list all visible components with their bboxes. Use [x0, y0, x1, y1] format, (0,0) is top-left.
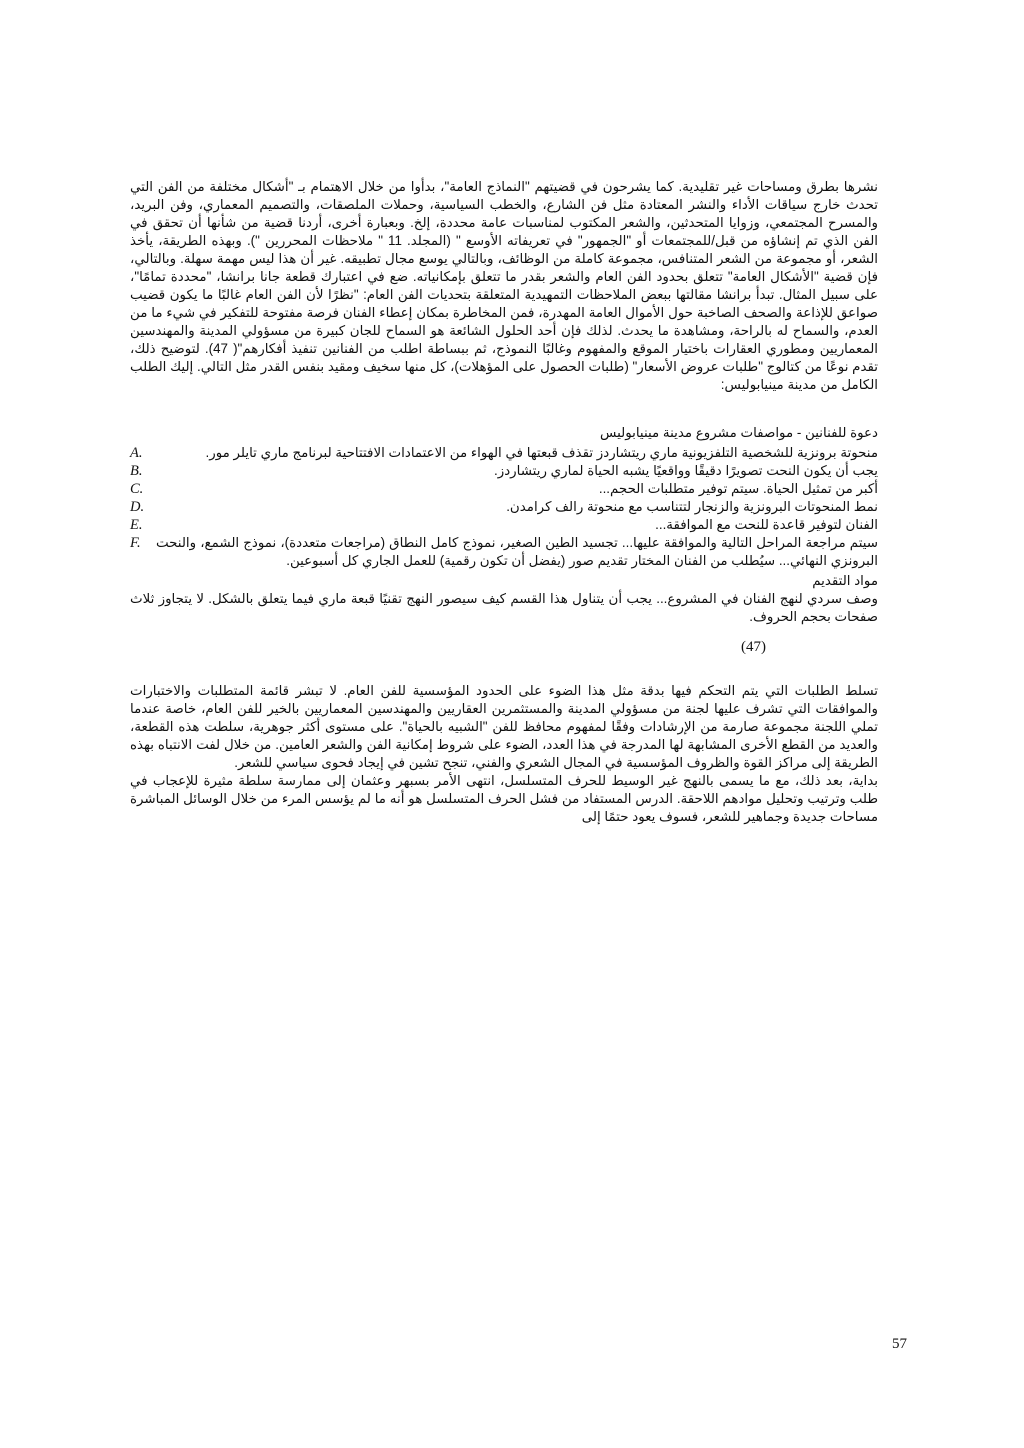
- clause-text: نمط المنحوتات البرونزية والزنجار لتتناسب مع منحوتة رالف كرامدن.: [506, 499, 878, 514]
- clause-item-d: [130, 498, 878, 516]
- submission-materials-text: وصف سردي لنهج الفنان في المشروع... يجب أن يتناول هذا القسم كيف سيصور النهج تقنيًا قبعة ماري فيما يتعلق بالشكل. لا يتجاوز ثلاث صفحات بحجم الحروف.: [130, 591, 878, 624]
- body-paragraph: تسلط الطلبات التي يتم التحكم فيها بدقة مثل هذا الضوء على الحدود المؤسسية للفن العام. لا تبشر قائمة المتطلبات والاختبارات والموافقات التي تشرف عليها لجنة من مسؤولي المدينة والمستثمرين العقاريين والمهندسين المعماريين بالخير للفن العام، خاصة عندما تملي اللجنة مجموعة صارمة من الإرشادات وفقًا لمفهوم محافظ للفن "الشبيه بالحياة". على مستوى أكثر جوهرية، سلطت هذه القطعة، والعديد من القطع الأخرى المشابهة لها المدرجة في هذا العدد، الضوء على شروط إمكانية الفن والشعر العامين. من خلال لفت الانتباه بهذه الطريقة إلى مراكز القوة والظروف المؤسسية في المجال الشعري والفني، تنجح تشين في إيجاد فحوى سياسي للشعر.: [130, 683, 878, 770]
- clause-text: أكبر من تمثيل الحياة. سيتم توفير متطلبات الحجم...: [598, 481, 878, 496]
- intro-paragraph: [130, 178, 878, 394]
- submission-materials-heading: مواد التقديم: [812, 573, 878, 588]
- clause-item-c: [130, 480, 878, 498]
- clause-item-b: [130, 462, 878, 480]
- body-paragraph: بداية، بعد ذلك، مع ما يسمى بالنهج غير الوسيط للحرف المتسلسل، انتهى الأمر بسبهر وعثمان إلى ممارسة سلطة مثيرة للإعجاب في طلب وترتيب وتحليل موادهم اللاحقة. الدرس المستفاد من فشل الحرف المتسلسل هو أنه ما لم يؤسس المرء من خلال الوسائل المباشرة مساحات جديدة وجماهير للشعر، فسوف يعود حتمًا إلى: [130, 773, 878, 824]
- call-for-artists-block: [130, 424, 878, 656]
- citation-reference: (47): [741, 639, 766, 655]
- call-title: دعوة للفنانين - مواصفات مشروع مدينة مينيابوليس: [600, 425, 878, 440]
- page-number: 57: [892, 1336, 907, 1352]
- clause-text: منحوتة برونزية للشخصية التلفزيونية ماري ريتشاردز تقذف قبعتها في الهواء من الاعتمادات الافتتاحية لبرنامج ماري تايلر مور.: [205, 445, 878, 460]
- clause-list: [130, 444, 878, 570]
- clause-item-a: [130, 444, 878, 462]
- clause-item-e: [130, 516, 878, 534]
- clause-text: الفنان لتوفير قاعدة للنحت مع الموافقة...: [655, 517, 878, 532]
- clause-letter: B.: [130, 463, 143, 479]
- clause-letter: A.: [130, 445, 143, 461]
- document-page: [130, 178, 878, 826]
- body-paragraphs: [130, 682, 878, 826]
- clause-text: يجب أن يكون النحت تصويرًا دقيقًا وواقعيًا يشبه الحياة لماري ريتشاردز.: [494, 463, 878, 478]
- clause-letter: D.: [130, 499, 145, 515]
- clause-letter: E.: [130, 517, 143, 533]
- clause-item-f: [130, 534, 878, 570]
- intro-paragraph-text: نشرها بطرق ومساحات غير تقليدية. كما يشرحون في قضيتهم "النماذج العامة"، بدأوا من خلال الاهتمام بـ "أشكال مختلفة من الفن التي تحدث خارج سياقات الأداء والنشر المعتادة مثل فن الشارع، والخطب السياسية، وحملات الملصقات، والتصميم المعماري، وفن البريد، والمسرح المجتمعي، وزوايا المتحدثين، والشعر المكتوب لمناسبات عامة محددة، إلخ. وبعبارة أخرى، أردنا قضية من شأنها أن تحقق في الفن الذي تم إنشاؤه من قبل/للمجتمعات أو "الجمهور" في تعريفاته الأوسع " (المجلد. 11 " ملاحظات المحررين "). وبهذه الطريقة، يأخذ الشعر، أو مجموعة من الشعر المتنافس، مجموعة كاملة من الوظائف، وبالتالي يوسع مجال تطبيقه. غير أن هذا ليس مهمة سهلة. وبالتالي، فإن قضية "الأشكال العامة" تتعلق بحدود الفن العام والشعر بقدر ما تتعلق بإمكانياته. ضع في اعتبارك قطعة جانا برانشا، "محددة تمامًا"، على سبيل المثال. تبدأ برانشا مقالتها ببعض الملاحظات التمهيدية المتعلقة بتحديات الفن العام: "نظرًا لأن الفن العام غالبًا ما يكون قضيب صواعق للإذاعة والصحف الصاخبة حول الأموال العامة المهدرة، فمن المخاطرة بمكان إعطاء الفنان فرصة مفتوحة للتفكير في شيء ما من العدم، والسماح له بالراحة، ومشاهدة ما يحدث. لذلك فإن أحد الحلول الشائعة هو السماح للجان كبيرة من مسؤولي المدينة والمهندسين المعماريين ومطوري العقارات باختيار الموقع والمفهوم وغالبًا النموذج، ثم ببساطة اطلب من الفنانين تنفيذ أفكارهم"( 47). لتوضيح ذلك، تقدم نوعًا من كتالوج "طلبات عروض الأسعار" (طلبات الحصول على المؤهلات)، كل منها سخيف ومقيد بنفس القدر مثل التالي. إليك الطلب الكامل من مدينة مينيابوليس:: [130, 179, 879, 392]
- clause-text: سيتم مراجعة المراحل التالية والموافقة عليها... تجسيد الطين الصغير، نموذج كامل النطاق (مراجعات متعددة)، نموذج الشمع، والنحت البرونزي النهائي... سيُطلب من الفنان المختار تقديم صور (يفضل أن تكون رقمية) للعمل الجاري كل أسبوعين.: [156, 535, 878, 568]
- clause-letter: F.: [130, 535, 141, 551]
- clause-letter: C.: [130, 481, 144, 497]
